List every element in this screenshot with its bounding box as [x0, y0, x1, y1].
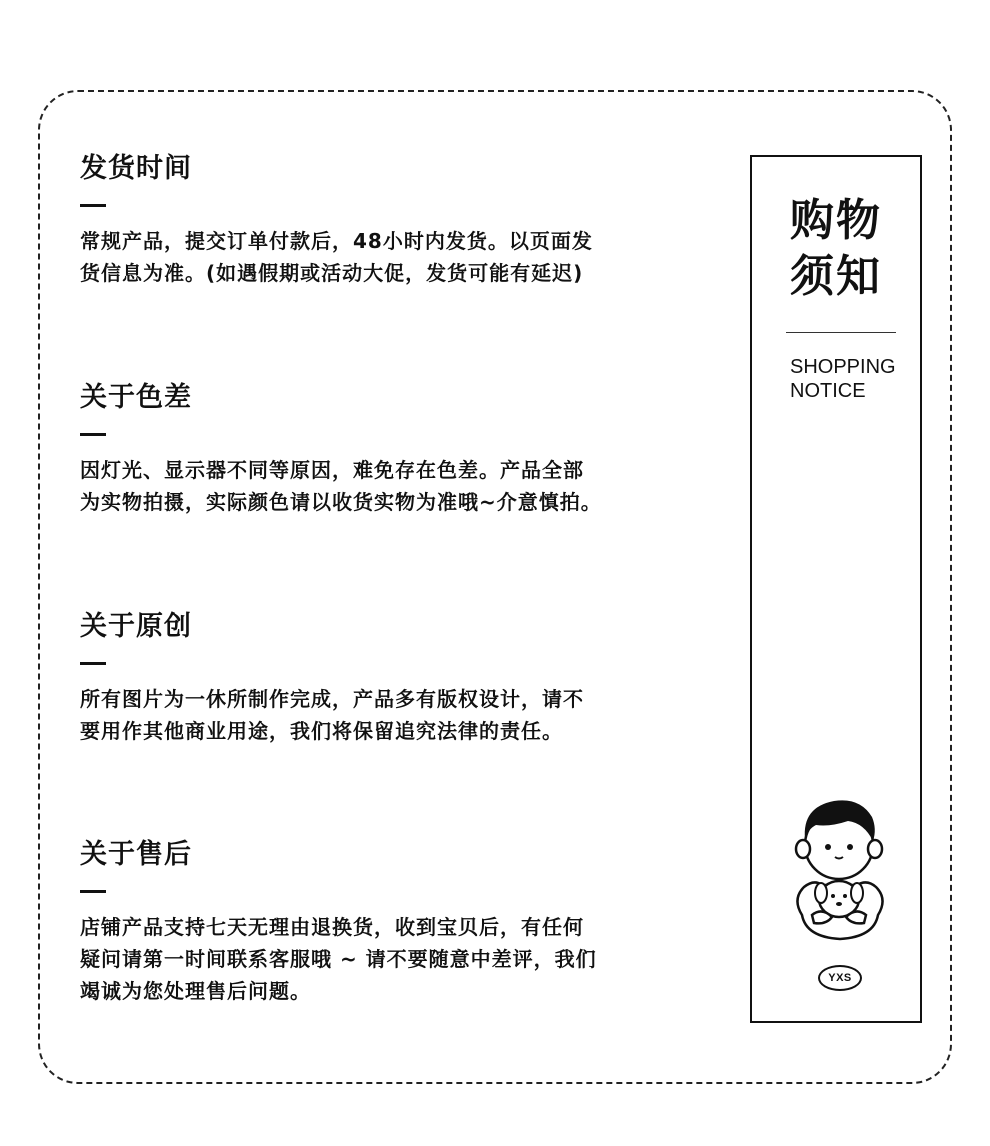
section-shipping-time [80, 152, 700, 289]
section-title: 发货时间 [80, 153, 192, 184]
section-body: 因灯光、显示器不同等原因，难免存在色差。产品全部 为实物拍摄，实际颜色请以收货实物为准哦~介意慎拍。 [80, 458, 602, 514]
section-originality [80, 610, 700, 747]
title-dash [80, 890, 106, 893]
section-title: 关于色差 [80, 382, 192, 413]
shopping-notice-panel [750, 155, 922, 1023]
side-subtitle: SHOPPING NOTICE [790, 356, 896, 402]
section-color-difference [80, 381, 700, 518]
brand-badge-logo: YXS [818, 965, 862, 991]
title-dash [80, 433, 106, 436]
section-body: 所有图片为一休所制作完成，产品多有版权设计，请不 要用作其他商业用途，我们将保留追究法律的责任。 [80, 687, 584, 743]
title-dash [80, 662, 106, 665]
section-after-sales [80, 838, 700, 1007]
title-dash [80, 204, 106, 207]
boy-with-puppy-icon [782, 787, 897, 947]
section-title: 关于售后 [80, 839, 192, 870]
section-body: 店铺产品支持七天无理由退换货，收到宝贝后，有任何 疑问请第一时间联系客服哦 ~ 请不要随意中差评，我们 竭诚为您处理售后问题。 [80, 915, 597, 1003]
section-body: 常规产品，提交订单付款后，48小时内发货。以页面发 货信息为准。(如遇假期或活动大促，发货可能有延迟) [80, 229, 593, 285]
section-title: 关于原创 [80, 611, 192, 642]
side-title: 购物 须知 [790, 195, 882, 302]
side-divider [786, 332, 896, 333]
